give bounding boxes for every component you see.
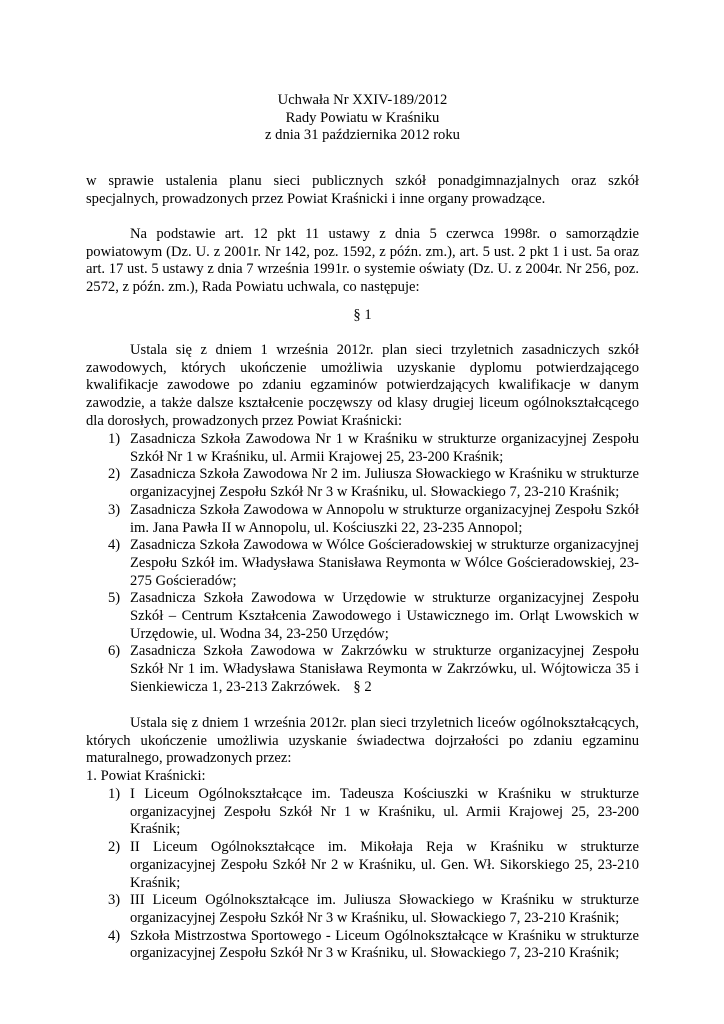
list-item-number: 3) bbox=[108, 892, 121, 909]
section-2-symbol: § 2 bbox=[353, 679, 372, 695]
section-2-intro: Ustala się z dniem 1 września 2012r. plan sieci trzyletnich liceów ogólnokształcących, których ukończenie umożliwia uzyskanie świadectwa dojrzałości po zdaniu egzaminu maturalnego, prowadzonych przez: bbox=[86, 715, 639, 767]
legal-basis-paragraph: Na podstawie art. 12 pkt 11 ustawy z dnia 5 czerwca 1998r. o samorządzie powiatowym (Dz. U. z 2001r. Nr 142, poz. 1592, z późn. zm.), art. 5 ust. 2 pkt 1 i ust. 5a oraz art. 17 ust. 5 ustawy z dnia 7 września 1991r. o systemie oświaty (Dz. U. z 2004r. Nr 256, poz. 2572, z późn. zm.), Rada Powiatu uchwala, co następuje: bbox=[86, 226, 639, 296]
list-item-number: 2) bbox=[108, 839, 121, 856]
list-item bbox=[86, 928, 639, 963]
resolution-header bbox=[86, 92, 639, 145]
list-item bbox=[86, 786, 639, 839]
section-1-intro: Ustala się z dniem 1 września 2012r. plan sieci trzyletnich zasadniczych szkół zawodowych, których ukończenie umożliwia uzyskanie dyplomu potwierdzającego kwalifikacje zawodowe po zdaniu egzaminów potwierdzających kwalifikacje w danym zawodzie, a także dalsze kształcenie poczęwszy od klasy drugiej liceum ogólnokształcącego dla dorosłych, prowadzonych przez Powiat Kraśnicki: bbox=[86, 342, 639, 429]
resolution-number: Uchwała Nr XXIV-189/2012 bbox=[277, 92, 448, 108]
resolution-subject: w sprawie ustalenia planu sieci publicznych szkół ponadgimnazjalnych oraz szkół specjalnych, prowadzonych przez Powiat Kraśnicki i inne organy prowadzące. bbox=[86, 173, 639, 207]
list-item bbox=[86, 590, 639, 643]
list-item-text: Zasadnicza Szkoła Zawodowa w Urzędowie w strukturze organizacyjnej Zespołu Szkół – Centrum Kształcenia Zawodowego i Ustawicznego im. Orląt Lwowskich w Urzędowie, ul. Wodna 34, 23-250 Urzędów; bbox=[130, 590, 639, 642]
list-item-number: 3) bbox=[108, 501, 121, 518]
list-item bbox=[86, 537, 639, 590]
section-1-list bbox=[86, 431, 639, 697]
list-item-text: Zasadnicza Szkoła Zawodowa Nr 1 w Kraśniku w strukturze organizacyjnej Zespołu Szkół Nr 1 w Kraśniku, ul. Armii Krajowej 25, 23-200 Kraśnik; bbox=[130, 431, 639, 465]
list-item-number: 2) bbox=[108, 466, 121, 483]
list-item bbox=[86, 502, 639, 537]
list-item-text: III Liceum Ogólnokształcące im. Juliusza Słowackiego w Kraśniku w strukturze organizacyjnej Zespołu Szkół Nr 3 w Kraśniku, ul. Słowackiego 7, 23-210 Kraśnik; bbox=[130, 892, 639, 926]
list-item-number: 5) bbox=[108, 590, 121, 607]
list-item-text: II Liceum Ogólnokształcące im. Mikołaja Reja w Kraśniku w strukturze organizacyjnej Zespołu Szkół Nr 2 w Kraśniku, ul. Gen. Wł. Sikorskiego 25, 23-210 Kraśnik; bbox=[130, 839, 639, 891]
list-item bbox=[86, 839, 639, 892]
list-item bbox=[86, 892, 639, 927]
list-item-number: 1) bbox=[108, 786, 121, 802]
list-item-text: Zasadnicza Szkoła Zawodowa w Annopolu w strukturze organizacyjnej Zespołu Szkół im. Jana Pawła II w Annopolu, ul. Kościuszki 22, 23-235 Annopol; bbox=[130, 501, 639, 536]
list-item-text: I Liceum Ogólnokształcące im. Tadeusza Kościuszki w Kraśniku w strukturze organizacyjnej Zespołu Szkół Nr 1 w Kraśniku, ul. Armii Krajowej 25, 23-200 Kraśnik; bbox=[130, 786, 639, 838]
list-item bbox=[86, 466, 639, 501]
list-item bbox=[86, 431, 639, 466]
list-item-text: Zasadnicza Szkoła Zawodowa w Wólce Gościeradowskiej w strukturze organizacyjnej Zespołu Szkół im. Władysława Stanisława Reymonta w Wólce Gościeradowskiej, 23-275 Gościeradów; bbox=[130, 537, 639, 589]
list-item-text: Szkoła Mistrzostwa Sportowego - Liceum Ogólnokształcące w Kraśniku w strukturze organizacyjnej Zespołu Szkół Nr 3 w Kraśniku, ul. Słowackiego 7, 23-210 Kraśnik; bbox=[130, 927, 639, 962]
list-item-number: 6) bbox=[108, 643, 121, 660]
resolution-date: z dnia 31 października 2012 roku bbox=[265, 127, 460, 143]
list-item-text: Zasadnicza Szkoła Zawodowa w Zakrzówku w strukturze organizacyjnej Zespołu Szkół Nr 1 im. Władysława Stanisława Reymonta w Zakrzówku, ul. Wójtowicza 35 i Sienkiewicza 1, 23-213 Zakrzówek. bbox=[130, 643, 639, 695]
section-2-subheading: 1. Powiat Kraśnicki: bbox=[86, 768, 206, 784]
section-1-symbol: § 1 bbox=[353, 307, 372, 323]
council-name: Rady Powiatu w Kraśniku bbox=[285, 109, 440, 126]
list-item-number: 1) bbox=[108, 431, 121, 447]
list-item-number: 4) bbox=[108, 537, 121, 554]
list-item-text: Zasadnicza Szkoła Zawodowa Nr 2 im. Juliusza Słowackiego w Kraśniku w strukturze organizacyjnej Zespołu Szkół Nr 3 w Kraśniku, ul. Słowackiego 7, 23-210 Kraśnik; bbox=[130, 466, 639, 501]
list-item-number: 4) bbox=[108, 927, 121, 944]
section-2-list bbox=[86, 786, 639, 963]
